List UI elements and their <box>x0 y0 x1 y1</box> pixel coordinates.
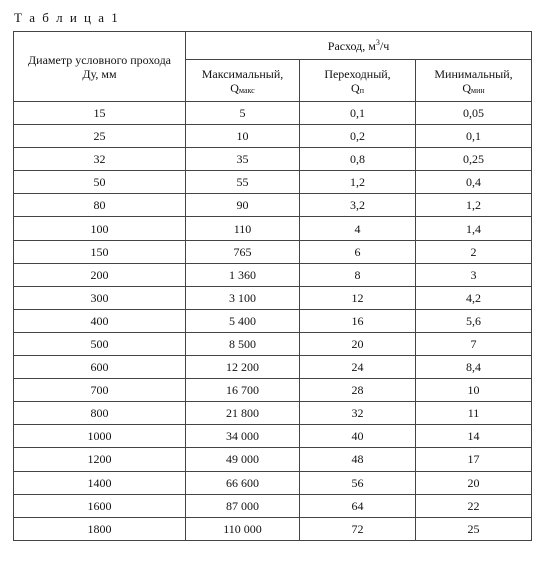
min-flow-symbol: Q <box>462 80 472 95</box>
transitional-flow-cell: 32 <box>300 402 416 425</box>
diameter-cell: 1000 <box>14 425 186 448</box>
diameter-header <box>14 32 186 102</box>
transitional-flow-cell: 40 <box>300 425 416 448</box>
diameter-cell: 700 <box>14 379 186 402</box>
transitional-flow-cell: 72 <box>300 517 416 540</box>
min-flow-cell: 25 <box>416 517 532 540</box>
transitional-flow-cell: 24 <box>300 356 416 379</box>
flow-rate-table <box>13 31 532 541</box>
max-flow-cell: 87 000 <box>186 494 300 517</box>
table-row <box>14 102 532 125</box>
min-flow-cell: 20 <box>416 471 532 494</box>
min-flow-cell: 0,4 <box>416 171 532 194</box>
transitional-flow-cell: 12 <box>300 286 416 309</box>
transitional-flow-cell: 3,2 <box>300 194 416 217</box>
table-row <box>14 263 532 286</box>
min-flow-cell: 11 <box>416 402 532 425</box>
min-flow-cell: 14 <box>416 425 532 448</box>
max-flow-cell: 35 <box>186 148 300 171</box>
max-flow-cell: 21 800 <box>186 402 300 425</box>
min-flow-cell: 1,2 <box>416 194 532 217</box>
max-flow-cell: 49 000 <box>186 448 300 471</box>
max-flow-symbol: Q <box>230 80 239 95</box>
max-flow-header <box>186 60 300 102</box>
transitional-flow-cell: 0,1 <box>300 102 416 125</box>
table-row <box>14 194 532 217</box>
min-flow-cell: 2 <box>416 240 532 263</box>
flow-header <box>186 32 532 60</box>
diameter-cell: 15 <box>14 102 186 125</box>
max-flow-cell: 10 <box>186 125 300 148</box>
transitional-flow-subscript: п <box>359 85 364 95</box>
max-flow-cell: 12 200 <box>186 356 300 379</box>
transitional-flow-cell: 20 <box>300 332 416 355</box>
min-flow-subscript: мин <box>471 85 485 95</box>
diameter-cell: 32 <box>14 148 186 171</box>
diameter-cell: 80 <box>14 194 186 217</box>
min-flow-cell: 3 <box>416 263 532 286</box>
min-flow-cell: 17 <box>416 448 532 471</box>
table-row <box>14 448 532 471</box>
diameter-cell: 600 <box>14 356 186 379</box>
transitional-flow-cell: 0,2 <box>300 125 416 148</box>
max-flow-cell: 16 700 <box>186 379 300 402</box>
min-flow-cell: 7 <box>416 332 532 355</box>
max-flow-cell: 90 <box>186 194 300 217</box>
table-row <box>14 286 532 309</box>
diameter-cell: 50 <box>14 171 186 194</box>
transitional-flow-cell: 0,8 <box>300 148 416 171</box>
transitional-flow-cell: 28 <box>300 379 416 402</box>
diameter-cell: 1800 <box>14 517 186 540</box>
max-flow-cell: 8 500 <box>186 332 300 355</box>
table-row <box>14 171 532 194</box>
table-row <box>14 217 532 240</box>
diameter-cell: 1600 <box>14 494 186 517</box>
diameter-cell: 1200 <box>14 448 186 471</box>
diameter-cell: 150 <box>14 240 186 263</box>
max-flow-cell: 5 <box>186 102 300 125</box>
min-flow-header <box>416 60 532 102</box>
transitional-flow-cell: 48 <box>300 448 416 471</box>
table-row <box>14 356 532 379</box>
diameter-cell: 1400 <box>14 471 186 494</box>
diameter-header-line1: Диаметр условного прохода <box>27 52 172 67</box>
transitional-flow-header <box>300 60 416 102</box>
max-flow-cell: 66 600 <box>186 471 300 494</box>
diameter-cell: 800 <box>14 402 186 425</box>
table-caption: Т а б л и ц а 1 <box>14 10 120 25</box>
transitional-flow-cell: 8 <box>300 263 416 286</box>
table-row <box>14 517 532 540</box>
table-row <box>14 332 532 355</box>
transitional-flow-cell: 4 <box>300 217 416 240</box>
transitional-flow-cell: 1,2 <box>300 171 416 194</box>
transitional-flow-label: Переходный, <box>324 66 391 81</box>
min-flow-cell: 1,4 <box>416 217 532 240</box>
transitional-flow-cell: 16 <box>300 309 416 332</box>
table-row <box>14 379 532 402</box>
table-row <box>14 494 532 517</box>
max-flow-cell: 3 100 <box>186 286 300 309</box>
min-flow-cell: 5,6 <box>416 309 532 332</box>
max-flow-subscript: макс <box>238 85 255 95</box>
diameter-cell: 25 <box>14 125 186 148</box>
max-flow-cell: 34 000 <box>186 425 300 448</box>
diameter-cell: 400 <box>14 309 186 332</box>
table-row <box>14 240 532 263</box>
table-row <box>14 425 532 448</box>
max-flow-cell: 110 <box>186 217 300 240</box>
flow-header-label: Расход, м <box>327 38 376 53</box>
diameter-header-line2: Ду, мм <box>82 66 117 81</box>
min-flow-cell: 22 <box>416 494 532 517</box>
min-flow-cell: 0,25 <box>416 148 532 171</box>
transitional-flow-cell: 56 <box>300 471 416 494</box>
transitional-flow-cell: 6 <box>300 240 416 263</box>
min-flow-cell: 0,1 <box>416 125 532 148</box>
table-row <box>14 309 532 332</box>
diameter-cell: 500 <box>14 332 186 355</box>
max-flow-cell: 55 <box>186 171 300 194</box>
transitional-flow-cell: 64 <box>300 494 416 517</box>
min-flow-label: Минимальный, <box>434 66 513 81</box>
min-flow-cell: 4,2 <box>416 286 532 309</box>
max-flow-label: Максимальный, <box>201 66 284 81</box>
table-row <box>14 471 532 494</box>
flow-unit-tail: /ч <box>379 38 390 53</box>
table-row <box>14 148 532 171</box>
diameter-cell: 100 <box>14 217 186 240</box>
table-row <box>14 125 532 148</box>
max-flow-cell: 5 400 <box>186 309 300 332</box>
max-flow-cell: 765 <box>186 240 300 263</box>
diameter-cell: 200 <box>14 263 186 286</box>
transitional-flow-symbol: Q <box>351 80 360 95</box>
min-flow-cell: 10 <box>416 379 532 402</box>
diameter-cell: 300 <box>14 286 186 309</box>
min-flow-cell: 8,4 <box>416 356 532 379</box>
max-flow-cell: 1 360 <box>186 263 300 286</box>
flow-unit-exponent: 3 <box>375 37 380 47</box>
max-flow-cell: 110 000 <box>186 517 300 540</box>
min-flow-cell: 0,05 <box>416 102 532 125</box>
table-row <box>14 402 532 425</box>
